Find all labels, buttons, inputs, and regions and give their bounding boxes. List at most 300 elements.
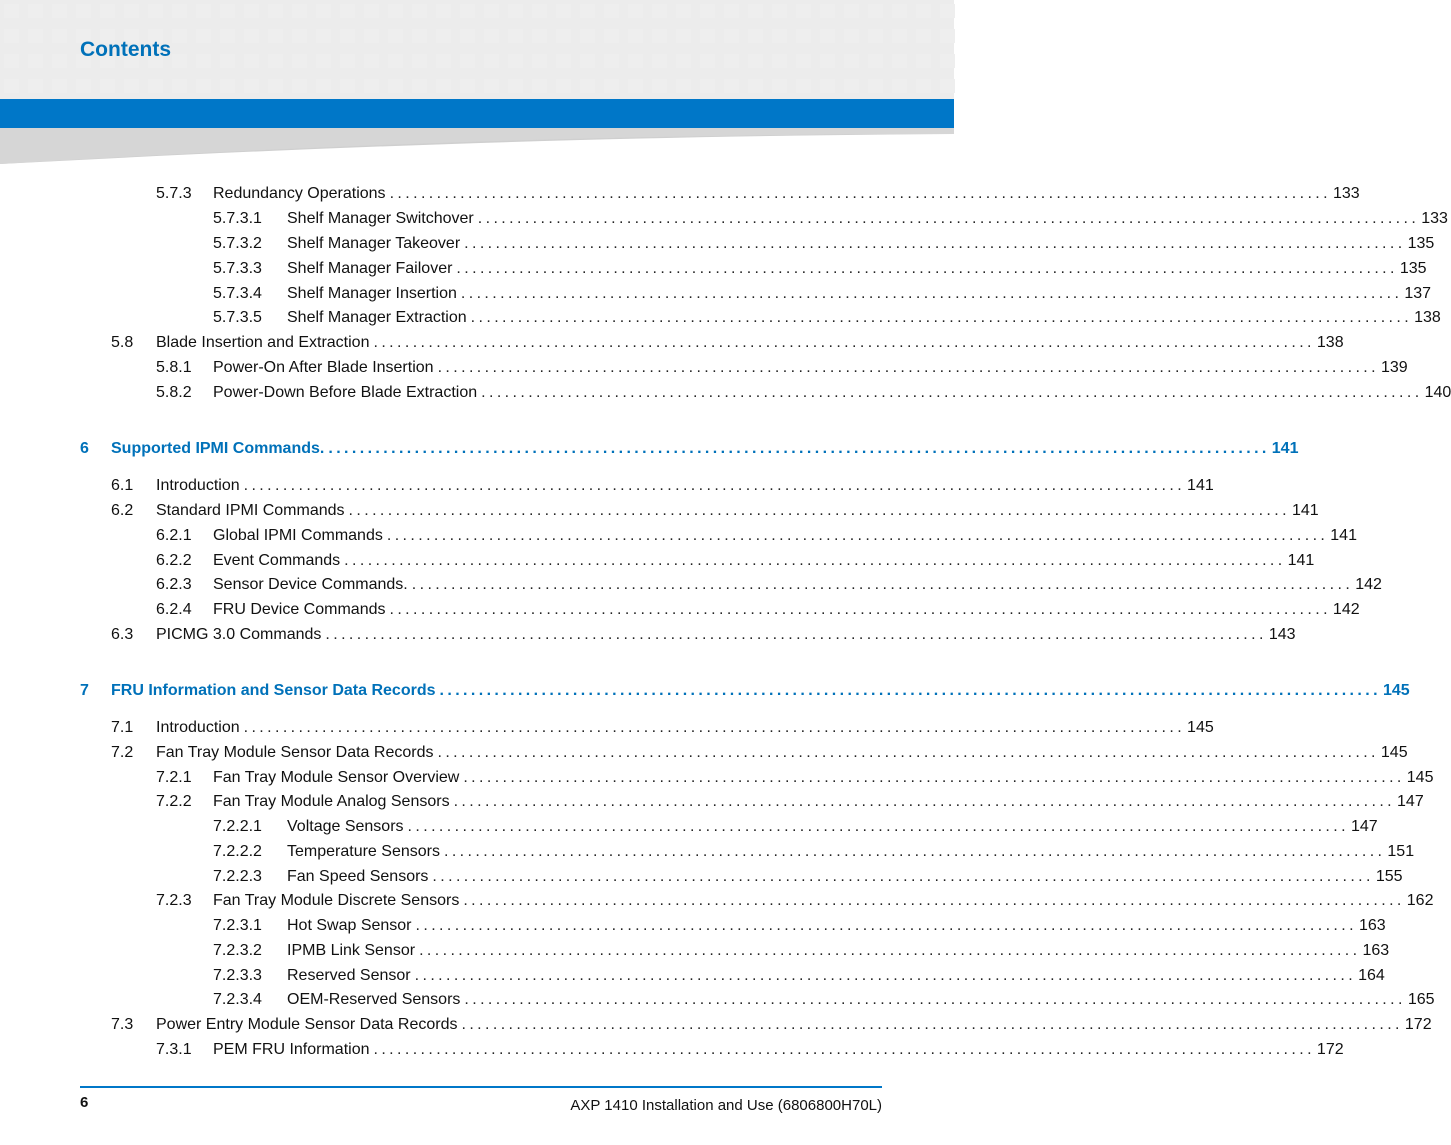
toc-chapter-entry[interactable] [80, 438, 1299, 460]
header-pattern-cell [532, 79, 547, 93]
toc-entry[interactable] [213, 816, 1378, 838]
toc-entry-page: 147 [1397, 793, 1424, 810]
header-pattern-cell [580, 29, 595, 43]
header-pattern-cell [148, 79, 163, 93]
toc-chapter-entry[interactable] [80, 680, 1410, 702]
header-pattern-cell [676, 4, 691, 18]
header-pattern-cell [316, 29, 331, 43]
header-pattern-cell [892, 79, 907, 93]
toc-entry-number: 7.2 [111, 744, 134, 761]
toc-entry-title: Global IPMI Commands [213, 527, 383, 544]
header-pattern-cell [76, 4, 91, 18]
toc-entry-page: 142 [1355, 576, 1382, 593]
header-pattern-cell [700, 54, 715, 68]
header-pattern-cell [460, 4, 475, 18]
toc-entry[interactable] [213, 208, 1448, 230]
header-pattern-cell [364, 79, 379, 93]
toc-entry-title: Introduction [156, 477, 240, 494]
toc-entry-number: 6 [80, 440, 89, 457]
toc-entry-page: 135 [1399, 260, 1427, 277]
toc-entry-page: 147 [1350, 818, 1378, 835]
header-pattern-cell [436, 79, 451, 93]
toc-entry-page: 162 [1406, 892, 1434, 909]
toc-entry-title: Fan Tray Module Analog Sensors [213, 793, 450, 810]
header-pattern-cell [820, 4, 835, 18]
header-pattern-cell [364, 4, 379, 18]
page-title: Contents [80, 38, 171, 61]
toc-entry[interactable] [111, 1014, 1432, 1036]
header-pattern-cell [436, 4, 451, 18]
toc-entry-title: Shelf Manager Switchover [287, 210, 474, 227]
header-pattern-cell [268, 79, 283, 93]
toc-entry[interactable] [156, 382, 1451, 404]
toc-entry-page: 165 [1407, 991, 1435, 1008]
header-pattern-cell [820, 29, 835, 43]
header-pattern-cell [940, 54, 955, 68]
toc-entry-number: 5.7.3.4 [213, 285, 262, 302]
header-pattern-cell [4, 54, 19, 68]
toc-leader-dots: ........................................................................................................................ [373, 1041, 1315, 1058]
header-pattern-cell [100, 79, 115, 93]
header-pattern-cell [52, 79, 67, 93]
toc-entry-page: 163 [1358, 917, 1386, 934]
header-pattern-cell [412, 4, 427, 18]
header-pattern-cell [508, 54, 523, 68]
toc-leader-dots: ........................................................................................................................ [463, 769, 1405, 786]
toc-entry-title: Shelf Manager Failover [287, 260, 453, 277]
toc-leader-dots: ........................................................................................................................ [348, 502, 1290, 519]
toc-leader-dots: ........................................................................................................................ [373, 334, 1315, 351]
toc-leader-dots: ........................................................................................................................ [432, 868, 1374, 885]
toc-entry-title: Shelf Manager Insertion [287, 285, 457, 302]
footer-page-number: 6 [80, 1094, 89, 1111]
header-pattern-cell [364, 29, 379, 43]
toc-entry-title: Introduction [156, 719, 240, 736]
header-pattern-cell [220, 29, 235, 43]
toc-entry-title: OEM-Reserved Sensors [287, 991, 461, 1008]
header-pattern-cell [220, 54, 235, 68]
header-pattern-cell [604, 54, 619, 68]
toc-entry-page: 141 [1291, 502, 1319, 519]
toc-entry[interactable] [111, 475, 1214, 497]
header-pattern-cell [628, 79, 643, 93]
header-pattern-cell [460, 54, 475, 68]
toc-leader-dots: ........................................................................................................................ [464, 991, 1406, 1008]
header-pattern-cell [772, 4, 787, 18]
header-pattern-cell [412, 29, 427, 43]
toc-entry-page: 143 [1268, 626, 1296, 643]
toc-entry-page: 151 [1387, 843, 1415, 860]
header-pattern-cell [892, 54, 907, 68]
toc-entry-page: 137 [1404, 285, 1432, 302]
header-pattern-cell [220, 4, 235, 18]
header-pattern-cell [292, 29, 307, 43]
header-pattern-cell [316, 4, 331, 18]
header-pattern-cell [556, 4, 571, 18]
toc-leader-dots: ........................................................................................................................ [243, 719, 1186, 736]
toc-leader-dots: ........................................................................................................................ [460, 285, 1403, 302]
toc-entry-page: 141 [1287, 552, 1315, 569]
header-pattern-cell [268, 4, 283, 18]
toc-entry[interactable] [111, 332, 1344, 354]
header-pattern-cell [148, 4, 163, 18]
toc-leader-dots: ........................................................................................................................ [325, 626, 1267, 643]
header-pattern-cell [916, 29, 931, 43]
toc-entry-title: Voltage Sensors [287, 818, 404, 835]
toc-entry-title: Supported IPMI Commands. [111, 440, 325, 457]
toc-entry-title: Shelf Manager Takeover [287, 235, 461, 252]
header-pattern-cell [532, 29, 547, 43]
header-pattern-cell [940, 29, 955, 43]
header-pattern-cell [676, 54, 691, 68]
toc-entry-page: 145 [1382, 682, 1410, 699]
header-pattern-cell [748, 79, 763, 93]
header-pattern-cell [412, 79, 427, 93]
toc-entry-page: 141 [1330, 527, 1357, 544]
toc-entry[interactable] [156, 357, 1408, 379]
header-pattern-cell [724, 29, 739, 43]
toc-entry-number: 6.2.3 [156, 576, 192, 593]
toc-entry-title: IPMB Link Sensor [287, 942, 416, 959]
header-pattern-cell [244, 29, 259, 43]
header-pattern-cell [772, 54, 787, 68]
toc-entry[interactable] [111, 500, 1319, 522]
header-pattern-cell [508, 4, 523, 18]
header-pattern-cell [28, 29, 43, 43]
header-pattern-cell [748, 29, 763, 43]
header-pattern-cell [4, 4, 19, 18]
header-pattern-cell [340, 29, 355, 43]
toc-leader-dots: ........................................................................................................................ [328, 440, 1270, 457]
toc-entry[interactable] [111, 742, 1408, 764]
toc-entry-number: 7.2.1 [156, 769, 192, 786]
header-pattern-cell [724, 79, 739, 93]
header-pattern-cell [244, 54, 259, 68]
header-pattern-cell [172, 79, 187, 93]
toc-leader-dots: ........................................................................................................................ [389, 601, 1331, 618]
toc-entry[interactable] [156, 525, 1357, 547]
header-pattern-cell [532, 54, 547, 68]
header-pattern-cell [940, 79, 955, 93]
toc-entry-number: 5.8.2 [156, 384, 192, 401]
toc-entry-number: 5.7.3.1 [213, 210, 262, 227]
toc-entry-number: 6.2.4 [156, 601, 192, 618]
toc-entry-page: 145 [1406, 769, 1434, 786]
toc-entry-page: 145 [1187, 719, 1214, 736]
header-pattern-cell [412, 54, 427, 68]
toc-entry-page: 133 [1333, 185, 1360, 202]
header-pattern-cell [340, 79, 355, 93]
toc-leader-dots: ........................................................................................................................ [439, 682, 1381, 699]
toc-leader-dots: ........................................................................................................................ [453, 793, 1396, 810]
toc-entry-number: 7.2.2.3 [213, 868, 262, 885]
toc-entry-number: 7.2.3.1 [213, 917, 262, 934]
toc-leader-dots: ........................................................................................................................ [344, 552, 1286, 569]
toc-leader-dots: ........................................................................................................................ [407, 818, 1349, 835]
toc-entry-title: PICMG 3.0 Commands [156, 626, 322, 643]
header-pattern-cell [604, 4, 619, 18]
toc-entry[interactable] [156, 767, 1434, 789]
toc-entry-page: 172 [1404, 1016, 1432, 1033]
toc-leader-dots: ........................................................................................................................ [443, 843, 1386, 860]
toc-leader-dots: ........................................................................................................................ [415, 917, 1357, 934]
toc-leader-dots: ........................................................................................................................ [437, 359, 1379, 376]
header-pattern-cell [604, 29, 619, 43]
header-pattern-cell [580, 54, 595, 68]
header-pattern-cell [364, 54, 379, 68]
header-pattern-cell [652, 4, 667, 18]
header-pattern-cell [220, 79, 235, 93]
toc-entry-title: Event Commands [213, 552, 341, 569]
toc-entry[interactable] [156, 550, 1315, 572]
toc-entry-number: 7.2.3 [156, 892, 192, 909]
toc-leader-dots: ........................................................................................................................ [481, 384, 1423, 401]
toc-entry-page: 155 [1375, 868, 1403, 885]
header-pattern-cell [172, 29, 187, 43]
toc-leader-dots: ........................................................................................................................ [414, 967, 1357, 984]
header-pattern-cell [172, 54, 187, 68]
footer-rule [80, 1086, 882, 1088]
header-pattern-cell [772, 79, 787, 93]
header-pattern-cell [940, 4, 955, 18]
header-pattern-cell [580, 4, 595, 18]
header-pattern-cell [724, 54, 739, 68]
header-pattern-cell [388, 54, 403, 68]
header-pattern-cell [796, 4, 811, 18]
header-pattern-cell [316, 54, 331, 68]
toc-leader-dots: ........................................................................................................................ [389, 185, 1331, 202]
header-pattern-cell [196, 4, 211, 18]
header-blue-band [0, 99, 954, 128]
header-pattern-cell [52, 29, 67, 43]
header-pattern-cell [628, 29, 643, 43]
header-pattern-cell [748, 54, 763, 68]
header-pattern-cell [916, 4, 931, 18]
toc-entry[interactable] [213, 841, 1415, 863]
toc-entry-number: 6.1 [111, 477, 134, 494]
header-pattern-cell [628, 4, 643, 18]
header-pattern-cell [844, 29, 859, 43]
toc-entry-title: FRU Information and Sensor Data Records [111, 682, 436, 699]
header-pattern-cell [580, 79, 595, 93]
toc-leader-dots: ........................................................................................................................ [470, 309, 1413, 326]
header-pattern-cell [436, 54, 451, 68]
header-pattern-cell [196, 79, 211, 93]
toc-leader-dots: ........................................................................................................................ [456, 260, 1398, 277]
toc-entry-page: 141 [1187, 477, 1214, 494]
header-pattern-cell [484, 4, 499, 18]
toc-entry-page: 141 [1271, 440, 1299, 457]
footer-document-title: AXP 1410 Installation and Use (6806800H70L) [570, 1097, 882, 1114]
toc-entry-number: 6.2.1 [156, 527, 192, 544]
header-pattern-cell [700, 79, 715, 93]
toc-entry-number: 6.3 [111, 626, 134, 643]
toc-entry-number: 7.1 [111, 719, 134, 736]
toc-leader-dots: ........................................................................................................................ [463, 892, 1405, 909]
header-pattern-cell [700, 29, 715, 43]
toc-entry-number: 7 [80, 682, 89, 699]
toc-entry-number: 7.2.2 [156, 793, 192, 810]
toc-entry-page: 138 [1414, 309, 1441, 326]
toc-entry[interactable] [156, 599, 1360, 621]
toc-entry[interactable] [156, 1039, 1344, 1061]
header-pattern-cell [532, 4, 547, 18]
toc-entry-title: Fan Tray Module Discrete Sensors [213, 892, 460, 909]
toc-leader-dots: ........................................................................................................................ [243, 477, 1186, 494]
header-pattern-cell [844, 4, 859, 18]
header-pattern-cell [484, 29, 499, 43]
header-pattern-cell [388, 79, 403, 93]
toc-entry[interactable] [156, 890, 1434, 912]
toc-entry-title: Shelf Manager Extraction [287, 309, 467, 326]
toc-entry-number: 7.3 [111, 1016, 134, 1033]
toc-entry[interactable] [213, 283, 1432, 305]
toc-entry-title: PEM FRU Information [213, 1041, 370, 1058]
header-pattern-cell [844, 79, 859, 93]
toc-entry-title: Power-Down Before Blade Extraction [213, 384, 478, 401]
header-pattern-cell [484, 54, 499, 68]
header-pattern-cell [724, 4, 739, 18]
toc-entry-title: Power-On After Blade Insertion [213, 359, 434, 376]
toc-leader-dots: ........................................................................................................................ [411, 576, 1354, 593]
toc-entry[interactable] [213, 307, 1441, 329]
toc-entry[interactable] [213, 965, 1385, 987]
toc-entry[interactable] [156, 574, 1382, 596]
toc-entry-number: 7.3.1 [156, 1041, 192, 1058]
header-pattern-cell [628, 54, 643, 68]
header-pattern-cell [700, 4, 715, 18]
header-pattern-cell [796, 79, 811, 93]
toc-entry[interactable] [213, 915, 1386, 937]
header-pattern-cell [52, 4, 67, 18]
toc-entry-number: 5.8.1 [156, 359, 192, 376]
header-pattern-cell [868, 4, 883, 18]
toc-entry[interactable] [111, 717, 1214, 739]
header-pattern-cell [124, 79, 139, 93]
toc-entry-number: 5.7.3.5 [213, 309, 262, 326]
header-pattern-cell [820, 54, 835, 68]
toc-entry-page: 142 [1332, 601, 1360, 618]
header-pattern-cell [100, 4, 115, 18]
toc-entry-title: FRU Device Commands [213, 601, 386, 618]
toc-entry[interactable] [213, 989, 1435, 1011]
toc-entry-number: 5.7.3.3 [213, 260, 262, 277]
header-pattern-cell [196, 29, 211, 43]
toc-entry-title: Power Entry Module Sensor Data Records [156, 1016, 458, 1033]
header-pattern-cell [316, 79, 331, 93]
toc-entry-page: 164 [1358, 967, 1385, 984]
toc-entry[interactable] [213, 866, 1403, 888]
toc-entry-title: Standard IPMI Commands [156, 502, 345, 519]
header-pattern-cell [268, 29, 283, 43]
header-pattern-cell [652, 54, 667, 68]
header-pattern-cell [244, 4, 259, 18]
header-pattern-cell [76, 79, 91, 93]
toc-entry[interactable] [156, 183, 1360, 205]
toc-leader-dots: ........................................................................................................................ [477, 210, 1420, 227]
header-pattern-cell [340, 4, 355, 18]
header-pattern-cell [748, 4, 763, 18]
header-pattern-cell [268, 54, 283, 68]
header-pattern-cell [436, 29, 451, 43]
header-pattern-cell [4, 29, 19, 43]
header-pattern-cell [796, 29, 811, 43]
toc-entry-page: 145 [1380, 744, 1408, 761]
toc-entry-number: 5.7.3.2 [213, 235, 262, 252]
header-pattern-cell [460, 79, 475, 93]
toc-entry-number: 7.2.2.1 [213, 818, 262, 835]
header-pattern-cell [28, 79, 43, 93]
toc-leader-dots: ........................................................................................................................ [461, 1016, 1403, 1033]
header-pattern-cell [556, 29, 571, 43]
header-gray-swoosh [0, 128, 954, 164]
header-pattern-cell [52, 54, 67, 68]
toc-entry[interactable] [213, 258, 1427, 280]
toc-entry-title: Hot Swap Sensor [287, 917, 412, 934]
header-pattern-cell [340, 54, 355, 68]
toc-entry-page: 133 [1421, 210, 1448, 227]
header-pattern-cell [652, 29, 667, 43]
toc-entry-number: 6.2 [111, 502, 134, 519]
header-pattern-cell [892, 4, 907, 18]
toc-entry-title: Blade Insertion and Extraction [156, 334, 370, 351]
toc-entry-page: 163 [1362, 942, 1390, 959]
header-pattern-cell [292, 4, 307, 18]
toc-entry-number: 7.2.3.3 [213, 967, 262, 984]
header-pattern-cell [868, 54, 883, 68]
header-pattern-cell [772, 29, 787, 43]
toc-entry-page: 139 [1381, 359, 1408, 376]
header-pattern-cell [676, 29, 691, 43]
header-pattern-cell [652, 79, 667, 93]
toc-entry[interactable] [213, 940, 1390, 962]
toc-entry-number: 7.2.2.2 [213, 843, 262, 860]
header-pattern-cell [868, 79, 883, 93]
toc-entry-number: 7.2.3.2 [213, 942, 262, 959]
header-pattern-cell [172, 4, 187, 18]
header-pattern-cell [196, 54, 211, 68]
toc-entry-title: Sensor Device Commands. [213, 576, 408, 593]
toc-entry[interactable] [111, 624, 1296, 646]
header-pattern-cell [124, 4, 139, 18]
header-pattern-cell [28, 4, 43, 18]
toc-entry-page: 140 [1424, 384, 1451, 401]
header-pattern-cell [292, 54, 307, 68]
toc-entry[interactable] [213, 233, 1435, 255]
header-pattern-cell [28, 54, 43, 68]
toc-entry-title: Redundancy Operations [213, 185, 386, 202]
header-pattern-cell [484, 79, 499, 93]
header-pattern-cell [508, 79, 523, 93]
toc-leader-dots: ........................................................................................................................ [386, 527, 1329, 544]
toc-entry-number: 7.2.3.4 [213, 991, 262, 1008]
header-pattern-cell [820, 79, 835, 93]
header-pattern-cell [508, 29, 523, 43]
header-pattern-cell [676, 79, 691, 93]
toc-leader-dots: ........................................................................................................................ [437, 744, 1379, 761]
header-pattern-cell [556, 79, 571, 93]
toc-entry-number: 5.7.3 [156, 185, 192, 202]
header-pattern-cell [4, 79, 19, 93]
header-pattern-cell [844, 54, 859, 68]
toc-entry-page: 135 [1407, 235, 1435, 252]
toc-entry[interactable] [156, 791, 1424, 813]
toc-entry-title: Reserved Sensor [287, 967, 411, 984]
toc-entry-page: 172 [1316, 1041, 1344, 1058]
toc-leader-dots: ........................................................................................................................ [464, 235, 1406, 252]
header-pattern-cell [460, 29, 475, 43]
header-pattern-cell [388, 29, 403, 43]
